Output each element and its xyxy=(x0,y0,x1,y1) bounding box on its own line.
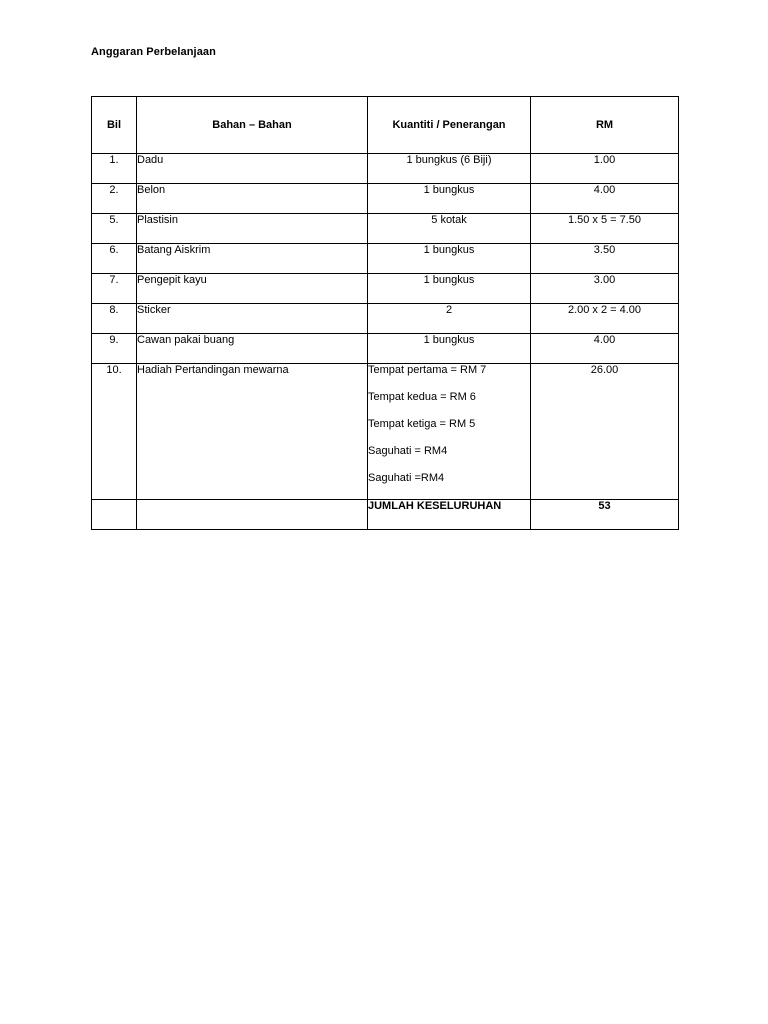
budget-table xyxy=(91,96,679,530)
cell-kuantiti: 5 kotak xyxy=(368,214,531,244)
cell-kuantiti: 2 xyxy=(368,304,531,334)
cell-kuantiti: 1 bungkus (6 Biji) xyxy=(368,154,531,184)
cell-rm: 3.50 xyxy=(531,244,679,274)
cell-kuantiti: 1 bungkus xyxy=(368,184,531,214)
total-row xyxy=(92,500,679,530)
cell-bil: 6. xyxy=(92,244,137,274)
prize-row xyxy=(92,364,679,500)
cell-rm: 1.00 xyxy=(531,154,679,184)
cell-bahan: Dadu xyxy=(137,154,368,184)
cell-kuantiti: 1 bungkus xyxy=(368,334,531,364)
cell-bil: 2. xyxy=(92,184,137,214)
cell-bil: 1. xyxy=(92,154,137,184)
total-label: JUMLAH KESELURUHAN xyxy=(368,500,531,530)
table-row xyxy=(92,304,679,334)
table-row xyxy=(92,154,679,184)
cell-rm: 4.00 xyxy=(531,334,679,364)
cell-rm: 2.00 x 2 = 4.00 xyxy=(531,304,679,334)
cell-bahan: Sticker xyxy=(137,304,368,334)
cell-bil: 10. xyxy=(92,364,137,500)
total-value: 53 xyxy=(531,500,679,530)
prize-detail-line: Tempat ketiga = RM 5 xyxy=(368,418,476,430)
cell-bahan: Cawan pakai buang xyxy=(137,334,368,364)
table-header-row xyxy=(92,97,679,154)
cell-bahan: Hadiah Pertandingan mewarna xyxy=(137,364,368,500)
header-rm: RM xyxy=(531,97,679,154)
cell-bil: 5. xyxy=(92,214,137,244)
prize-detail-line: Saguhati = RM4 xyxy=(368,445,448,457)
prize-detail-line: Tempat pertama = RM 7 xyxy=(368,364,487,376)
document-title: Anggaran Perbelanjaan xyxy=(91,46,216,58)
cell-rm: 1.50 x 5 = 7.50 xyxy=(531,214,679,244)
cell-bil: 7. xyxy=(92,274,137,304)
header-bahan: Bahan – Bahan xyxy=(137,97,368,154)
cell-bahan: Batang Aiskrim xyxy=(137,244,368,274)
cell-kuantiti: 1 bungkus xyxy=(368,274,531,304)
cell-bil: 8. xyxy=(92,304,137,334)
cell-bahan: Plastisin xyxy=(137,214,368,244)
prize-detail-line: Tempat kedua = RM 6 xyxy=(368,391,476,403)
cell-kuantiti: 1 bungkus xyxy=(368,244,531,274)
table-row xyxy=(92,184,679,214)
cell-bahan: Belon xyxy=(137,184,368,214)
table-row xyxy=(92,244,679,274)
prize-details-list xyxy=(368,364,531,500)
cell-rm: 4.00 xyxy=(531,184,679,214)
table-row xyxy=(92,274,679,304)
table-row xyxy=(92,214,679,244)
prize-total-rm: 26.00 xyxy=(531,364,679,500)
prize-detail-line: Saguhati =RM4 xyxy=(368,472,445,484)
total-empty-bahan xyxy=(137,500,368,530)
table-row xyxy=(92,334,679,364)
total-empty-bil xyxy=(92,500,137,530)
cell-bil: 9. xyxy=(92,334,137,364)
header-bil: Bil xyxy=(92,97,137,154)
cell-rm: 3.00 xyxy=(531,274,679,304)
header-kuantiti: Kuantiti / Penerangan xyxy=(368,97,531,154)
cell-bahan: Pengepit kayu xyxy=(137,274,368,304)
